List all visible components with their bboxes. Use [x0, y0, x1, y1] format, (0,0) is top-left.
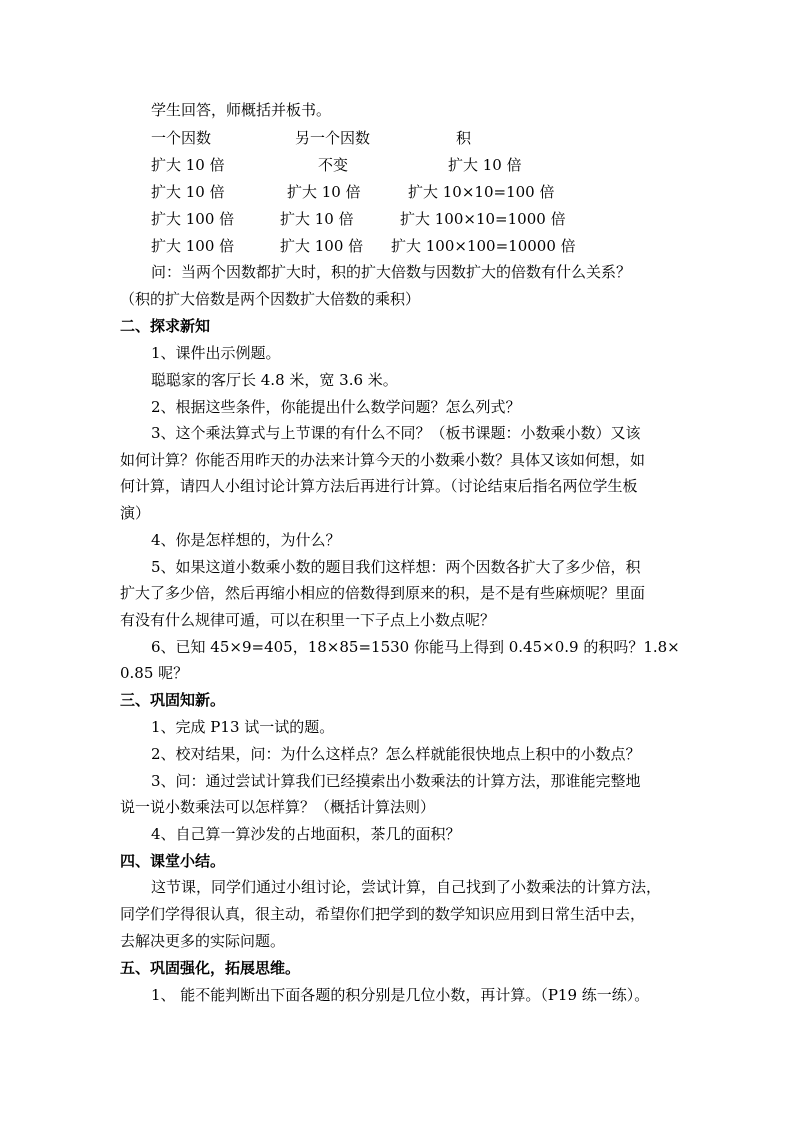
- paragraph-line: 0.85 呢？: [120, 664, 189, 682]
- paragraph-line: 去解决更多的实际问题。: [120, 932, 286, 950]
- table-cell: 扩大 100×100=10000 倍: [391, 237, 576, 255]
- table-cell: 扩大 10 倍: [151, 156, 225, 174]
- question-text: 问：当两个因数都扩大时，积的扩大倍数与因数扩大的倍数有什么关系？: [151, 263, 632, 281]
- paragraph-line: 6、已知 45×9=405，18×85=1530 你能马上得到 0.45×0.9 的积吗？1.8×: [151, 638, 680, 656]
- paragraph-line: 何计算，请四人小组讨论计算方法后再进行计算。（讨论结束后指名两位学生板: [120, 477, 638, 495]
- table-cell: 不变: [318, 156, 349, 174]
- paragraph-line: 1、 能不能判断出下面各题的积分别是几位小数，再计算。（P19 练一练）。: [151, 986, 650, 1004]
- table-cell: 扩大 100 倍: [151, 210, 235, 228]
- table-cell: 扩大 10 倍: [448, 156, 522, 174]
- intro-text: 学生回答，师概括并板书。: [151, 101, 332, 119]
- paragraph-line: 说一说小数乘法可以怎样算？（概括计算法则）: [120, 798, 436, 816]
- section-heading: 三、巩固知新。: [120, 691, 226, 709]
- section-heading: 四、课堂小结。: [120, 852, 226, 870]
- table-cell: 扩大 10 倍: [280, 210, 354, 228]
- paragraph-line: 2、校对结果，问：为什么这样点？怎么样就能很快地点上积中的小数点？: [151, 745, 641, 763]
- table-cell: 扩大 10×10=100 倍: [408, 183, 555, 201]
- paragraph-line: 4、自己算一算沙发的占地面积，茶几的面积？: [151, 825, 461, 843]
- paragraph-line: 1、课件出示例题。: [151, 344, 281, 362]
- paragraph-line: 2、根据这些条件，你能提出什么数学问题？怎么列式？: [151, 398, 521, 416]
- table-header-factor-a: 一个因数: [151, 129, 212, 147]
- paragraph-line: 4、你是怎样想的，为什么？: [151, 531, 341, 549]
- section-heading: 五、巩固强化，拓展思维。: [120, 959, 301, 977]
- table-cell: 扩大 100 倍: [151, 237, 235, 255]
- table-cell: 扩大 10 倍: [151, 183, 225, 201]
- paragraph-line: 5、如果这道小数乘小数的题目我们这样想：两个因数各扩大了多少倍，积: [151, 558, 641, 576]
- table-cell: 扩大 10 倍: [287, 183, 361, 201]
- paragraph-line: 聪聪家的客厅长 4.8 米，宽 3.6 米。: [151, 371, 398, 389]
- paragraph-line: 同学们学得很认真，很主动，希望你们把学到的数学知识应用到日常生活中去，: [120, 905, 646, 923]
- paragraph-line: 1、完成 P13 试一试的题。: [151, 718, 335, 736]
- table-header-factor-b: 另一个因数: [295, 129, 371, 147]
- paragraph-line: 演）: [120, 504, 151, 522]
- table-cell: 扩大 100×10=1000 倍: [400, 210, 566, 228]
- paragraph-line: 有没有什么规律可遁，可以在积里一下子点上小数点呢？: [120, 611, 496, 629]
- table-cell: 扩大 100 倍: [280, 237, 364, 255]
- paragraph-line: 如何计算？你能否用昨天的办法来计算今天的小数乘小数？具体又该如何想，如: [120, 451, 646, 469]
- paragraph-line: 扩大了多少倍，然后再缩小相应的倍数得到原来的积，是不是有些麻烦呢？里面: [120, 584, 646, 602]
- paragraph-line: 3、这个乘法算式与上节课的有什么不同？（板书课题：小数乘小数）又该: [151, 424, 641, 442]
- section-heading: 二、探求新知: [120, 317, 211, 335]
- answer-text: （积的扩大倍数是两个因数扩大倍数的乘积）: [120, 290, 421, 308]
- paragraph-line: 这节课，同学们通过小组讨论，尝试计算，自己找到了小数乘法的计算方法，: [151, 878, 662, 896]
- paragraph-line: 3、问：通过尝试计算我们已经摸索出小数乘法的计算方法，那谁能完整地: [151, 772, 641, 790]
- table-header-product: 积: [456, 129, 472, 147]
